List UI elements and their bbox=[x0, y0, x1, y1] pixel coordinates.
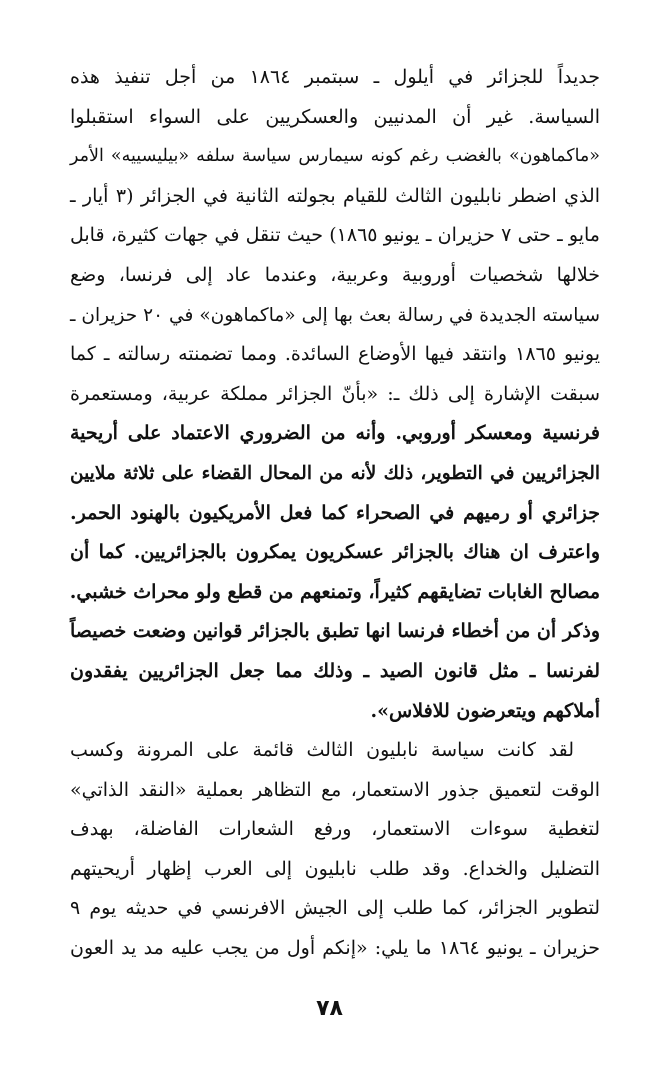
quote-line: فرنسية ومعسكر أوروبي. وأنه من الضروري الاعتماد على أريحية bbox=[70, 422, 600, 445]
page-number: ٧٨ bbox=[316, 996, 343, 1021]
text-line: سبقت الإشارة إلى ذلك ـ: «بأنّ الجزائر مملكة عربية، ومستعمرة bbox=[70, 382, 600, 405]
text-line: سياسته الجديدة في رسالة بعث بها إلى «ماكماهون» في ٢٠ حزيران ـ bbox=[70, 304, 600, 326]
text-line: خلالها شخصيات أوروبية وعربية، وعندما عاد إلى فرنسا، وضع bbox=[70, 263, 600, 286]
quote-line: وذكر أن من أخطاء فرنسا انها تطبق بالجزائر قوانين وضعت خصيصاً bbox=[70, 620, 600, 643]
text-line: لقد كانت سياسة نابليون الثالث قائمة على المرونة وكسب bbox=[70, 739, 574, 761]
paragraph-2 bbox=[70, 731, 600, 969]
text-line: لتغطية سوءات الاستعمار، ورفع الشعارات الفاضلة، بهدف bbox=[70, 818, 600, 841]
quote-line: مصالح الغابات تضايقهم كثيراً، وتمنعهم من قطع ولو محراث خشبي. bbox=[69, 580, 600, 603]
quote-line: الجزائريين في التطوير، ذلك لأنه من المحال القضاء على ثلاثة ملايين bbox=[70, 462, 600, 484]
quote-line: أملاكهم ويتعرضون للافلاس». bbox=[370, 699, 600, 722]
text-line: حزيران ـ يونيو ١٨٦٤ ما يلي: «إنكم أول من يجب عليه مد يد العون bbox=[70, 936, 601, 959]
text-line: لتطوير الجزائر، كما طلب إلى الجيش الافرنسي في حديثه يوم ٩ bbox=[70, 897, 600, 920]
quote-line: لفرنسا ـ مثل قانون الصيد ـ وذلك مما جعل الجزائريين يفقدون bbox=[70, 659, 600, 682]
text-line: التضليل والخداع. وقد طلب نابليون إلى العرب إظهار أريحيتهم bbox=[70, 857, 600, 880]
text-line: «ماكماهون» بالغضب رغم كونه سيمارس سياسة سلفه «بيليسييه» الأمر bbox=[70, 146, 600, 167]
quote-line: جزائري أو رميهم في الصحراء كما فعل الأمريكيون بالهنود الحمر. bbox=[70, 501, 600, 524]
text-line: الذي اضطر نابليون الثالث للقيام بجولته الثانية في الجزائر (٣ أيار ـ bbox=[70, 184, 600, 207]
text-line: يونيو ١٨٦٥ وانتقد فيها الأوضاع السائدة. ومما تضمنته رسالته ـ كما bbox=[70, 343, 600, 366]
quote-line: واعترف ان هناك بالجزائر عسكريون يمكرون بالجزائريين. كما أن bbox=[70, 541, 600, 564]
text-line: مايو ـ حتى ٧ حزيران ـ يونيو ١٨٦٥) حيث تنقل في جهات كثيرة، قابل bbox=[70, 224, 600, 247]
text-line: جديداً للجزائر في أيلول ـ سبتمبر ١٨٦٤ من أجل تنفيذ هذه bbox=[70, 66, 600, 88]
paragraph-1 bbox=[70, 58, 600, 731]
text-line: السياسة. غير أن المدنيين والعسكريين على السواء استقبلوا bbox=[70, 105, 600, 128]
text-line: الوقت لتعميق جذور الاستعمار، مع التظاهر بعملية «النقد الذاتي» bbox=[70, 778, 600, 801]
